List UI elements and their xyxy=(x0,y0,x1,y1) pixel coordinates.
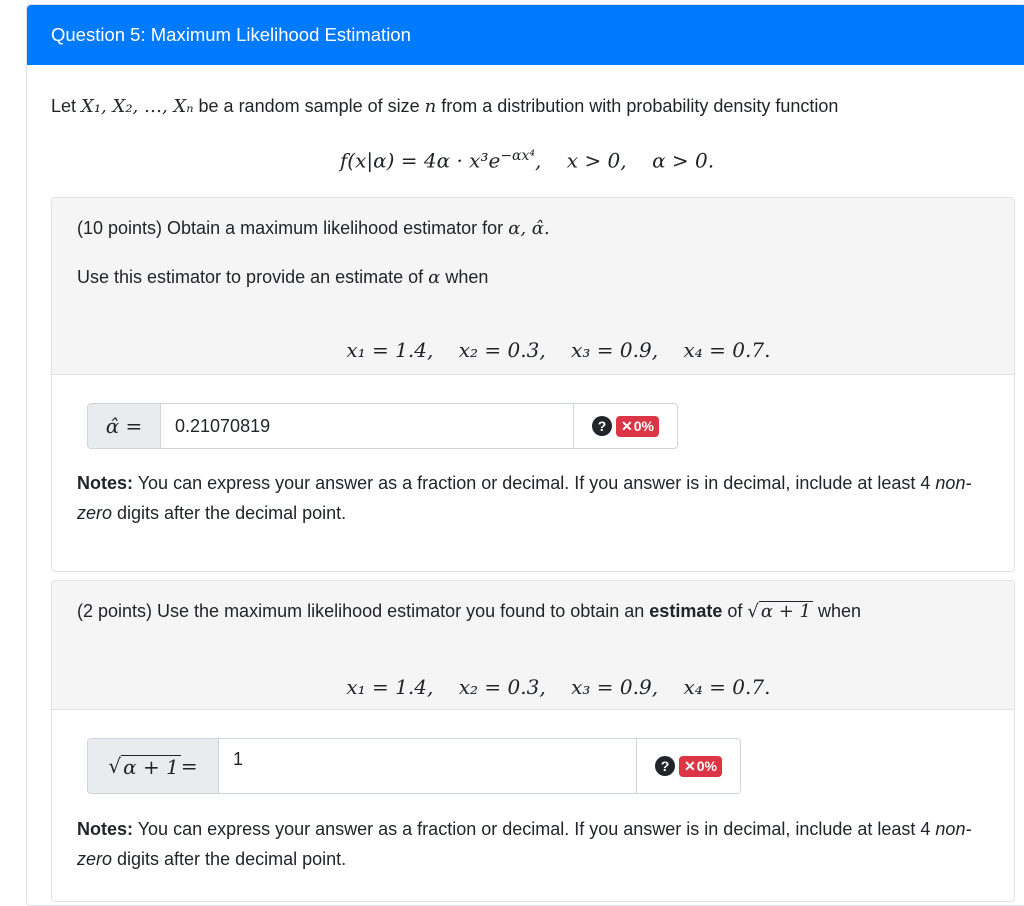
pdf-main: f(x|α) = 4α · x³e xyxy=(339,148,501,173)
part-1-prompt-alpha: α, α̂. xyxy=(508,218,550,239)
part-2-prompt-bold: estimate xyxy=(649,601,723,621)
question-intro xyxy=(51,91,1011,122)
part-2-answer-label xyxy=(88,739,219,793)
x-icon: ✕ xyxy=(621,417,633,434)
part-1-notes xyxy=(77,468,977,528)
part-2-prompt-text: (2 points) Use the maximum likelihood estimator you found to obtain an xyxy=(77,601,650,621)
part-1-use-after: when xyxy=(440,267,489,287)
notes-label: Notes: xyxy=(77,819,134,839)
notes-text-2: digits after the decimal point. xyxy=(112,503,347,523)
part-1-data-values xyxy=(52,314,1014,386)
notes-text-1: You can express your answer as a fraction or decimal. If you answer is in decimal, include at least 4 xyxy=(133,819,936,839)
part-1-use-text: Use this estimator to provide an estimate of xyxy=(77,267,429,287)
part-2-prompt xyxy=(77,601,861,622)
pdf-exponent: −αx⁴ xyxy=(500,148,536,164)
part-2-notes xyxy=(77,814,977,874)
help-icon[interactable]: ? xyxy=(592,416,612,436)
intro-text-1: Let xyxy=(51,96,82,116)
notes-italic: non-zero xyxy=(77,819,972,869)
question-card xyxy=(26,4,1024,906)
part-2-answer-input[interactable] xyxy=(219,739,636,793)
notes-label: Notes: xyxy=(77,473,134,493)
part-1-prompt-area xyxy=(52,198,1014,375)
part-2-feedback xyxy=(636,739,740,793)
notes-italic: non-zero xyxy=(77,473,972,523)
part-2-label-expr: α + 1 xyxy=(123,754,179,779)
part-2-prompt-area xyxy=(52,581,1014,710)
part-2-prompt-after: when xyxy=(812,601,862,621)
part-1-feedback xyxy=(573,404,677,448)
pdf-conditions: , x > 0, α > 0. xyxy=(535,148,715,173)
part-1-data-text: x₁ = 1.4, x₂ = 0.3, x₃ = 0.9, x₄ = 0.7. xyxy=(346,338,771,362)
part-2-prompt-mid: of xyxy=(722,601,748,621)
sqrt-hat-icon: √ xyxy=(108,754,122,778)
part-1-prompt-text: (10 points) Obtain a maximum likelihood estimator for xyxy=(77,218,509,238)
score-value: 0% xyxy=(633,418,654,434)
part-1-answer-group xyxy=(87,403,678,449)
pdf-formula xyxy=(27,148,1024,173)
part-1-answer-label xyxy=(88,404,161,448)
sqrt-icon: √ xyxy=(747,601,759,622)
question-title: Question 5: Maximum Likelihood Estimation xyxy=(51,24,411,45)
part-1-use-alpha: α xyxy=(428,267,441,288)
part-2-data-text: x₁ = 1.4, x₂ = 0.3, x₃ = 0.9, x₄ = 0.7. xyxy=(346,675,771,699)
question-header xyxy=(27,5,1024,65)
intro-text-2: be a random sample of size xyxy=(193,96,425,116)
score-badge xyxy=(679,756,722,777)
notes-text-1: You can express your answer as a fraction or decimal. If you answer is in decimal, include at least 4 xyxy=(133,473,936,493)
help-icon[interactable]: ? xyxy=(655,756,675,776)
part-1-use xyxy=(77,267,488,288)
part-2-label-eq: = xyxy=(180,754,198,778)
score-badge xyxy=(616,416,659,437)
part-1 xyxy=(51,197,1015,572)
notes-text-2: digits after the decimal point. xyxy=(112,849,347,869)
part-2 xyxy=(51,580,1015,902)
intro-n: n xyxy=(424,96,437,117)
part-1-label-text: α̂ = xyxy=(105,414,143,438)
x-icon: ✕ xyxy=(684,757,696,774)
part-2-data-values xyxy=(52,651,1014,723)
score-value: 0% xyxy=(696,758,717,774)
part-1-prompt xyxy=(77,218,550,239)
part-1-answer-input[interactable] xyxy=(161,404,573,448)
intro-vars: X₁, X₂, …, Xₙ xyxy=(81,96,194,117)
intro-text-3: from a distribution with probability density function xyxy=(436,96,839,116)
part-2-prompt-expr: α + 1 xyxy=(760,601,811,622)
part-2-answer-group xyxy=(87,738,741,794)
